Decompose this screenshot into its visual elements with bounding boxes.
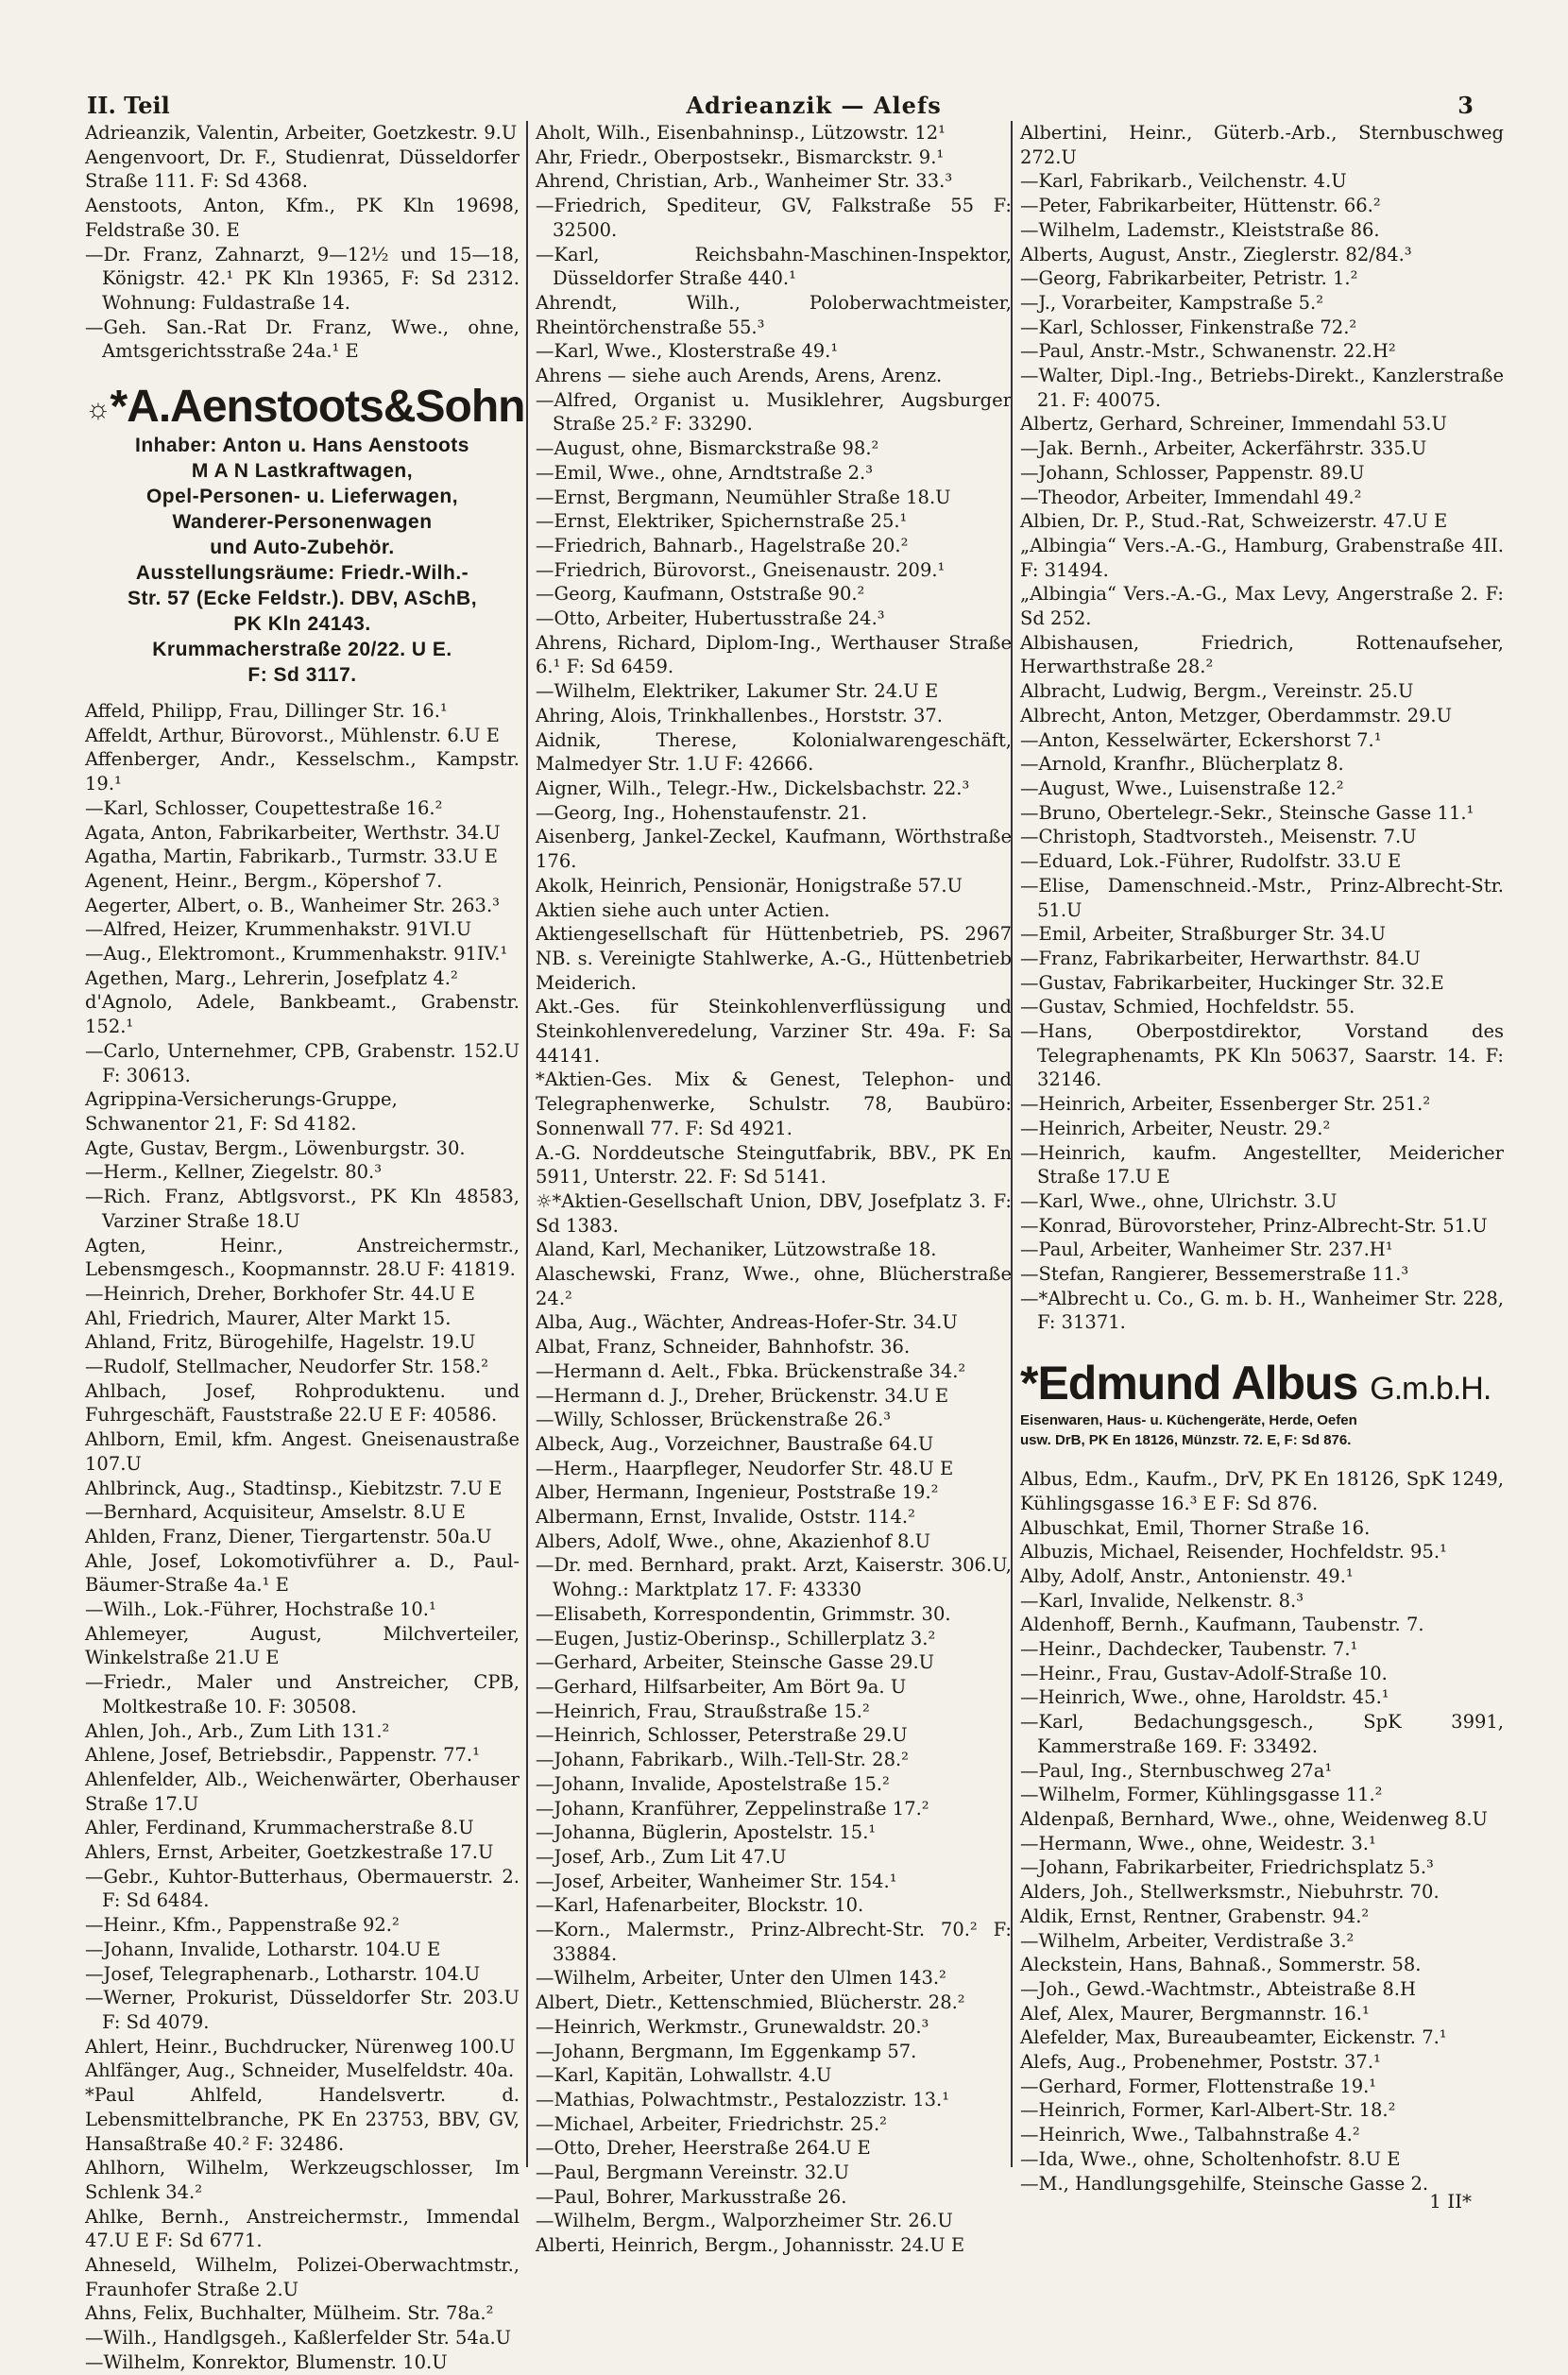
- directory-entry: Ahland, Fritz, Bürogehilfe, Hagelstr. 19.U: [85, 1331, 476, 1354]
- directory-entry: Albus, Edm., Kaufm., DrV, PK En 18126, SpK 1249, Kühlingsgasse 16.³ E F: Sd 876.: [1020, 1468, 1504, 1514]
- directory-entry: Agethen, Marg., Lehrerin, Josefplatz 4.²: [85, 966, 458, 989]
- advert-line: Inhaber: Anton u. Hans Aenstoots: [135, 435, 469, 457]
- directory-entry: —Elisabeth, Korrespondentin, Grimmstr. 30.: [536, 1602, 951, 1625]
- page-number: 3: [1457, 91, 1474, 119]
- aenstoots-advert: [85, 381, 525, 688]
- directory-entry: „Albingia“ Vers.-A.-G., Max Levy, Angerstraße 2. F: Sd 252.: [1020, 583, 1504, 630]
- directory-entry: —Heinrich, Former, Karl-Albert-Str. 18.²: [1020, 2099, 1396, 2122]
- directory-entry: Aisenberg, Jankel-Zeckel, Kaufmann, Wörthstraße 176.: [536, 826, 1012, 873]
- directory-entry: Alber, Hermann, Ingenieur, Poststraße 19.²: [536, 1481, 939, 1504]
- directory-entry: —Johann, Invalide, Apostelstraße 15.²: [536, 1772, 890, 1795]
- directory-entry: Alberts, August, Anstr., Zieglerstr. 82/84.³: [1020, 243, 1412, 265]
- directory-entry: Albertini, Heinr., Güterb.-Arb., Sternbuschweg 272.U: [1020, 122, 1504, 168]
- directory-entry: Ahlert, Heinr., Buchdrucker, Nürenweg 100.U: [85, 2035, 516, 2058]
- directory-entry: —Alfred, Heizer, Krummenhakstr. 91VI.U: [85, 918, 472, 941]
- directory-entry: —Gustav, Fabrikarbeiter, Huckinger Str. 32.E: [1020, 971, 1444, 994]
- directory-entry: Albertz, Gerhard, Schreiner, Immendahl 53.U: [1020, 413, 1447, 436]
- page-header: [87, 89, 1474, 121]
- directory-entry: —Eduard, Lok.-Führer, Rudolfstr. 33.U E: [1020, 850, 1402, 873]
- directory-entry: —Paul, Ing., Sternbuschweg 27a¹: [1020, 1759, 1333, 1782]
- directory-entry: —Rudolf, Stellmacher, Neudorfer Str. 158.²: [85, 1356, 489, 1378]
- directory-entry: —Walter, Dipl.-Ing., Betriebs-Direkt., Kanzlerstraße 21. F: 40075.: [1020, 365, 1504, 411]
- directory-entry: Albert, Dietr., Kettenschmied, Blücherstr. 28.²: [536, 1991, 965, 2014]
- directory-entry: —Johann, Fabrikarb., Wilh.-Tell-Str. 28.²: [536, 1749, 909, 1771]
- directory-entry: —Johann, Kranführer, Zeppelinstraße 17.²: [536, 1797, 929, 1820]
- directory-entry: —Geh. San.-Rat Dr. Franz, Wwe., ohne, Amtsgerichtsstraße 24a.¹ E: [85, 316, 520, 363]
- directory-entry: —Mathias, Polwachtmstr., Pestalozzistr. 13.¹: [536, 2088, 950, 2110]
- running-head: Adrieanzik — Alefs: [686, 91, 942, 119]
- directory-entry: —Carlo, Unternehmer, CPB, Grabenstr. 152.U F: 30613.: [85, 1039, 520, 1086]
- directory-entry: —M., Handlungsgehilfe, Steinsche Gasse 2.: [1020, 2172, 1429, 2195]
- directory-entry: Ahlene, Josef, Betriebsdir., Pappenstr. 77.¹: [85, 1744, 480, 1767]
- directory-entry: —Elise, Damenschneid.-Mstr., Prinz-Albrecht-Str. 51.U: [1020, 874, 1504, 921]
- directory-entry: —Anton, Kesselwärter, Eckershorst 7.¹: [1020, 728, 1382, 751]
- directory-entry: Agata, Anton, Fabrikarbeiter, Werthstr. 34.U: [85, 821, 501, 844]
- directory-entry: —Wilhelm, Konrektor, Blumenstr. 10.U: [85, 2350, 448, 2373]
- directory-entry: Ahring, Alois, Trinkhallenbes., Horststr. 37.: [536, 704, 943, 726]
- directory-entry: Agenent, Heinr., Bergm., Köpershof 7.: [85, 869, 443, 892]
- directory-entry: —Josef, Arb., Zum Lit 47.U: [536, 1845, 787, 1868]
- advert-line: PK Kln 24143.: [233, 613, 371, 636]
- directory-entry: Aholt, Wilh., Eisenbahninsp., Lützowstr. 12¹: [536, 122, 946, 144]
- directory-entry: —Aug., Elektromont., Krummenhakstr. 91IV.¹: [85, 943, 508, 965]
- advert-line: Opel-Personen- u. Lieferwagen,: [145, 486, 459, 508]
- directory-entry: Albers, Adolf, Wwe., ohne, Akazienhof 8.U: [536, 1529, 931, 1552]
- directory-entry: Ahlke, Bernh., Anstreichermstr., Immendal 47.U E F: Sd 6771.: [85, 2205, 520, 2252]
- directory-entry: Aland, Karl, Mechaniker, Lützowstraße 18.: [536, 1239, 937, 1261]
- directory-entry: —August, Wwe., Luisenstraße 12.²: [1020, 777, 1344, 799]
- entries-col3b: [1020, 1467, 1504, 2196]
- directory-entry: —Arnold, Kranfhr., Blücherplatz 8.: [1020, 753, 1344, 776]
- directory-entry: Ahlbrinck, Aug., Stadtinsp., Kiebitzstr. 7.U E: [85, 1477, 503, 1499]
- directory-entry: —Karl, Wwe., ohne, Ulrichstr. 3.U: [1020, 1189, 1338, 1212]
- directory-entry: —Ernst, Bergmann, Neumühler Straße 18.U: [536, 486, 951, 508]
- directory-entry: Affeld, Philipp, Frau, Dillinger Str. 16.¹: [85, 700, 448, 723]
- directory-entry: —Wilhelm, Elektriker, Lakumer Str. 24.U E: [536, 680, 939, 703]
- directory-entry: —Ernst, Elektriker, Spichernstraße 25.¹: [536, 510, 908, 533]
- directory-entry: Ahns, Felix, Buchhalter, Mülheim. Str. 78a.²: [85, 2302, 494, 2325]
- directory-entry: Ahlen, Joh., Arb., Zum Lith 131.²: [85, 1719, 390, 1742]
- albus-suffix: G.m.b.H.: [1370, 1371, 1491, 1408]
- directory-entry: —Stefan, Rangierer, Bessemerstraße 11.³: [1020, 1263, 1409, 1286]
- directory-entry: Ahrens, Richard, Diplom-Ing., Werthauser Straße 6.¹ F: Sd 6459.: [536, 631, 1012, 678]
- directory-entry: —Johann, Bergmann, Im Eggenkamp 57.: [536, 2040, 917, 2062]
- directory-entry: Adrieanzik, Valentin, Arbeiter, Goetzkestr. 9.U: [85, 122, 518, 144]
- directory-entry: —Wilhelm, Arbeiter, Unter den Ulmen 143.²: [536, 1967, 946, 1990]
- directory-entry: —Wilhelm, Bergm., Walporzheimer Str. 26.U: [536, 2210, 953, 2232]
- albus-advert: [1020, 1356, 1504, 1450]
- directory-entry: —Otto, Arbeiter, Hubertusstraße 24.³: [536, 607, 885, 630]
- advert-line: usw. DrB, PK En 18126, Münzstr. 72. E, F: Sd 876.: [1020, 1432, 1352, 1449]
- directory-entry: —Herm., Kellner, Ziegelstr. 80.³: [85, 1161, 383, 1184]
- directory-entry: —Paul, Bergmann Vereinstr. 32.U: [536, 2161, 850, 2184]
- directory-entry: —Rich. Franz, Abtlgsvorst., PK Kln 48583, Varziner Straße 18.U: [85, 1186, 520, 1232]
- directory-entry: Alders, Joh., Stellwerksmstr., Niebuhrstr. 70.: [1020, 1881, 1440, 1904]
- directory-entry: Ahlborn, Emil, kfm. Angest. Gneisenaustraße 107.U: [85, 1428, 520, 1475]
- directory-entry: —Hans, Oberpostdirektor, Vorstand des Telegraphenamts, PK Kln 50637, Saarstr. 14. F: 32146.: [1020, 1020, 1504, 1091]
- aenstoots-brand-text: *A.Aenstoots&Sohn: [110, 382, 525, 433]
- advert-line: Wanderer-Personenwagen: [172, 511, 433, 534]
- directory-entry: Alba, Aug., Wächter, Andreas-Hofer-Str. 34.U: [536, 1311, 958, 1334]
- directory-entry: —Paul, Bohrer, Markusstraße 26.: [536, 2185, 847, 2208]
- directory-entry: —Emil, Wwe., ohne, Arndtstraße 2.³: [536, 461, 874, 484]
- directory-entry: —Karl, Wwe., Klosterstraße 49.¹: [536, 340, 839, 363]
- directory-entry: Aenstoots, Anton, Kfm., PK Kln 19698, Feldstraße 30. E: [85, 195, 520, 241]
- aenstoots-brand: [85, 381, 525, 433]
- directory-entry: Aktien siehe auch unter Actien.: [536, 898, 830, 921]
- directory-entry: —Heinrich, Dreher, Borkhofer Str. 44.U E: [85, 1282, 475, 1305]
- directory-entry: —Johann, Schlosser, Pappenstr. 89.U: [1020, 461, 1365, 484]
- directory-entry: Albracht, Ludwig, Bergm., Vereinstr. 25.U: [1020, 680, 1414, 703]
- directory-entry: Akt.-Ges. für Steinkohlenverflüssigung und Steinkohlenveredelung, Varziner Str. 49a. F: Sa 44141.: [536, 996, 1012, 1067]
- advert-line: Ausstellungsräume: Friedr.-Wilh.-: [135, 562, 469, 585]
- directory-entry: —Heinr., Kfm., Pappenstraße 92.²: [85, 1914, 400, 1937]
- directory-entry: Alberti, Heinrich, Bergm., Johannisstr. 24.U E: [536, 2234, 965, 2257]
- aenstoots-lines: [85, 433, 520, 688]
- directory-entry: —Wilh., Lok.-Führer, Hochstraße 10.¹: [85, 1598, 436, 1621]
- directory-entry: —Werner, Prokurist, Düsseldorfer Str. 203.U F: Sd 4079.: [85, 1987, 520, 2033]
- directory-entry: —Heinr., Frau, Gustav-Adolf-Straße 10.: [1020, 1662, 1388, 1684]
- directory-entry: —Karl, Schlosser, Coupettestraße 16.²: [85, 796, 443, 819]
- directory-entry: A.-G. Norddeutsche Steingutfabrik, BBV., PK En 5911, Unterstr. 22. F: Sd 5141.: [536, 1141, 1012, 1188]
- directory-entry: —Georg, Kaufmann, Oststraße 90.²: [536, 583, 865, 606]
- entries-col1a: [85, 121, 520, 364]
- directory-entry: Albermann, Ernst, Invalide, Oststr. 114.²: [536, 1506, 915, 1529]
- directory-entry: Ahl, Friedrich, Maurer, Alter Markt 15.: [85, 1307, 452, 1329]
- directory-entry: Ahneseld, Wilhelm, Polizei-Oberwachtmstr., Fraunhofer Straße 2.U: [85, 2254, 520, 2300]
- directory-entry: Albuzis, Michael, Reisender, Hochfeldstr. 95.¹: [1020, 1541, 1447, 1563]
- directory-entry: —Wilhelm, Lademstr., Kleiststraße 86.: [1020, 218, 1380, 241]
- directory-entry: Albeck, Aug., Vorzeichner, Baustraße 64.U: [536, 1432, 934, 1455]
- directory-entry: Alefelder, Max, Bureaubeamter, Eickenstr. 7.¹: [1020, 2026, 1447, 2049]
- directory-entry: Akolk, Heinrich, Pensionär, Honigstraße 57.U: [536, 874, 963, 897]
- directory-entry: —Friedrich, Bürovorst., Gneisenaustr. 209.¹: [536, 558, 946, 581]
- directory-entry: —Gerhard, Hilfsarbeiter, Am Bört 9a. U: [536, 1676, 907, 1698]
- directory-entry: —Wilhelm, Former, Kühlingsgasse 11.²: [1020, 1784, 1383, 1806]
- emblem-icon: ☼: [85, 393, 111, 425]
- directory-entry: —Joh., Gewd.-Wachtmstr., Abteistraße 8.H: [1020, 1977, 1416, 2000]
- directory-entry: —Gerhard, Arbeiter, Steinsche Gasse 29.U: [536, 1651, 935, 1674]
- column-2: [526, 121, 1012, 2257]
- directory-entry: —Friedrich, Bahnarb., Hagelstraße 20.²: [536, 534, 909, 556]
- directory-entry: —Friedrich, Spediteur, GV, Falkstraße 55 F: 32500.: [536, 195, 1012, 241]
- directory-entry: —Herm., Haarpfleger, Neudorfer Str. 48.U E: [536, 1457, 954, 1479]
- directory-entry: Ahlenfelder, Alb., Weichenwärter, Oberhauser Straße 17.U: [85, 1768, 520, 1815]
- directory-entry: —Michael, Arbeiter, Friedrichstr. 25.²: [536, 2112, 887, 2135]
- directory-entry: Ahrend, Christian, Arb., Wanheimer Str. 33.³: [536, 170, 953, 193]
- directory-entry: —Josef, Telegraphenarb., Lotharstr. 104.U: [85, 1962, 481, 1985]
- directory-entry: —Hermann, Wwe., ohne, Weidestr. 3.¹: [1020, 1832, 1376, 1854]
- directory-entry: *Paul Ahlfeld, Handelsvertr. d. Lebensmittelbranche, PK En 23753, BBV, GV, Hansaßtraße 40.² F: 32486.: [85, 2084, 520, 2155]
- directory-entry: —J., Vorarbeiter, Kampstraße 5.²: [1020, 291, 1324, 314]
- directory-entry: —Wilhelm, Arbeiter, Verdistraße 3.²: [1020, 1929, 1355, 1952]
- directory-entry: „Albingia“ Vers.-A.-G., Hamburg, Grabenstraße 4II. F: 31494.: [1020, 534, 1504, 581]
- directory-entry: —Heinr., Dachdecker, Taubenstr. 7.¹: [1020, 1638, 1358, 1661]
- directory-entry: —Johann, Fabrikarbeiter, Friedrichsplatz 5.³: [1020, 1856, 1434, 1879]
- directory-entry: —Josef, Arbeiter, Wanheimer Str. 154.¹: [536, 1870, 897, 1892]
- directory-entry: —Gustav, Schmied, Hochfeldstr. 55.: [1020, 996, 1355, 1018]
- directory-entry: Albuschkat, Emil, Thorner Straße 16.: [1020, 1516, 1371, 1539]
- directory-entry: —Georg, Fabrikarbeiter, Petristr. 1.²: [1020, 267, 1358, 290]
- directory-entry: —Karl, Hafenarbeiter, Blockstr. 10.: [536, 1894, 864, 1917]
- albus-brand-text: *Edmund Albus: [1020, 1357, 1358, 1410]
- directory-entry: Albishausen, Friedrich, Rottenaufseher, Herwarthstraße 28.²: [1020, 631, 1504, 678]
- directory-entry: —Friedr., Maler und Anstreicher, CPB, Moltkestraße 10. F: 30508.: [85, 1671, 520, 1717]
- advert-line: Str. 57 (Ecke Feldstr.). DBV, ASchB,: [127, 588, 478, 610]
- directory-entry: —Peter, Fabrikarbeiter, Hüttenstr. 66.²: [1020, 195, 1381, 217]
- directory-entry: —Karl, Schlosser, Finkenstraße 72.²: [1020, 316, 1357, 338]
- directory-entry: —Konrad, Bürovorsteher, Prinz-Albrecht-Str. 51.U: [1020, 1214, 1488, 1237]
- directory-entry: —Paul, Arbeiter, Wanheimer Str. 237.H¹: [1020, 1239, 1393, 1261]
- directory-entry: —Heinrich, Wwe., ohne, Haroldstr. 45.¹: [1020, 1686, 1389, 1709]
- directory-entry: Aldenhoff, Bernh., Kaufmann, Taubenstr. 7.: [1020, 1614, 1424, 1636]
- directory-entry: Aleckstein, Hans, Bahnaß., Sommerstr. 58.: [1020, 1954, 1422, 1976]
- directory-entry: —Dr. Franz, Zahnarzt, 9—12½ und 15—18, Königstr. 42.¹ PK Kln 19365, F: Sd 2312. Wohnung: Fuldastraße 14.: [85, 243, 520, 314]
- directory-entry: Ahlden, Franz, Diener, Tiergartenstr. 50a.U: [85, 1525, 492, 1547]
- signature-mark: 1 II*: [1429, 2190, 1472, 2213]
- column-1: [85, 121, 525, 2373]
- directory-entry: —Emil, Arbeiter, Straßburger Str. 34.U: [1020, 923, 1387, 946]
- column-3: [1011, 121, 1504, 2195]
- directory-entry: —Hermann d. Aelt., Fbka. Brückenstraße 34.²: [536, 1359, 966, 1382]
- directory-entry: —Franz, Fabrikarbeiter, Herwarthstr. 84.U: [1020, 947, 1421, 969]
- directory-entry: —Gebr., Kuhtor-Butterhaus, Obermauerstr. 2. F: Sd 6484.: [85, 1865, 520, 1912]
- directory-entry: —Christoph, Stadtvorsteh., Meisenstr. 7.U: [1020, 826, 1417, 848]
- directory-entry: Ahlhorn, Wilhelm, Werkzeugschlosser, Im Schlenk 34.²: [85, 2157, 520, 2203]
- directory-entry: —August, ohne, Bismarckstraße 98.²: [536, 437, 879, 460]
- directory-entry: —Karl, Bedachungsgesch., SpK 3991, Kammerstraße 169. F: 33492.: [1020, 1711, 1504, 1757]
- advert-line: F: Sd 3117.: [247, 664, 357, 687]
- directory-entry: Agatha, Martin, Fabrikarb., Turmstr. 33.U E: [85, 846, 498, 868]
- directory-entry: —Gerhard, Former, Flottenstraße 19.¹: [1020, 2075, 1377, 2097]
- directory-entry: —Karl, Fabrikarb., Veilchenstr. 4.U: [1020, 170, 1347, 193]
- directory-entry: Aktiengesellschaft für Hüttenbetrieb, PS. 2967 NB. s. Vereinigte Stahlwerke, A.-G., Hüttenbetrieb Meiderich.: [536, 923, 1012, 994]
- advert-line: Eisenwaren, Haus- u. Küchengeräte, Herde, Oefen: [1020, 1412, 1357, 1429]
- directory-entry: —Georg, Ing., Hohenstaufenstr. 21.: [536, 801, 868, 824]
- directory-entry: —Johanna, Büglerin, Apostelstr. 15.¹: [536, 1821, 877, 1844]
- directory-entry: Ahrendt, Wilh., Poloberwachtmeister, Rheintörchenstraße 55.³: [536, 291, 1012, 338]
- directory-entry: Affenberger, Andr., Kesselschm., Kampstr. 19.¹: [85, 748, 520, 795]
- directory-entry: —Korn., Malermstr., Prinz-Albrecht-Str. 70.² F: 33884.: [536, 1919, 1012, 1965]
- directory-entry: Ahlbach, Josef, Rohproduktenu. und Fuhrgeschäft, Fauststraße 22.U E F: 40586.: [85, 1379, 520, 1427]
- directory-entry: Albat, Franz, Schneider, Bahnhofstr. 36.: [536, 1336, 911, 1358]
- directory-entry: —Heinrich, Wwe., Talbahnstraße 4.²: [1020, 2124, 1360, 2146]
- entries-col1b: [85, 699, 520, 2375]
- directory-entry: Ahr, Friedr., Oberpostsekr., Bismarckstr. 9.¹: [536, 145, 945, 168]
- advert-line: Krummacherstraße 20/22. U E.: [152, 639, 452, 661]
- directory-entry: —Theodor, Arbeiter, Immendahl 49.²: [1020, 486, 1362, 508]
- directory-entry: —Heinrich, Arbeiter, Neustr. 29.²: [1020, 1117, 1331, 1139]
- directory-entry: —Dr. med. Bernhard, prakt. Arzt, Kaiserstr. 306.U, Wohng.: Marktplatz 17. F: 43330: [536, 1554, 1012, 1601]
- directory-entry: Alef, Alex, Maurer, Bergmannstr. 16.¹: [1020, 2002, 1370, 2025]
- directory-entry: Ahlemeyer, August, Milchverteiler, Winkelstraße 21.U E: [85, 1622, 520, 1669]
- directory-entry: —Bruno, Obertelegr.-Sekr., Steinsche Gasse 11.¹: [1020, 801, 1474, 824]
- directory-entry: d'Agnolo, Adele, Bankbeamt., Grabenstr. 152.¹: [85, 991, 520, 1038]
- directory-entry: Ahler, Ferdinand, Krummacherstraße 8.U: [85, 1817, 474, 1839]
- directory-entry: Ahlers, Ernst, Arbeiter, Goetzkestraße 17.U: [85, 1841, 494, 1864]
- directory-entry: Ahle, Josef, Lokomotivführer a. D., Paul-Bäumer-Straße 4a.¹ E: [85, 1549, 520, 1597]
- directory-entry: —Heinrich, Frau, Straußstraße 15.²: [536, 1700, 870, 1722]
- directory-entry: —Karl, Kapitän, Lohwallstr. 4.U: [536, 2064, 832, 2087]
- directory-entry: —Jak. Bernh., Arbeiter, Ackerfährstr. 335.U: [1020, 437, 1427, 460]
- directory-entry: —Karl, Invalide, Nelkenstr. 8.³: [1020, 1589, 1304, 1612]
- directory-entry: Aigner, Wilh., Telegr.-Hw., Dickelsbachstr. 22.³: [536, 777, 970, 799]
- directory-entry: —Heinrich, Arbeiter, Essenberger Str. 251.²: [1020, 1093, 1431, 1116]
- directory-entry: Albien, Dr. P., Stud.-Rat, Schweizerstr. 47.U E: [1020, 510, 1448, 533]
- entries-col2: [536, 121, 1012, 2258]
- directory-entry: —Ida, Wwe., ohne, Scholtenhofstr. 8.U E: [1020, 2147, 1401, 2170]
- directory-entry: —Heinrich, Schlosser, Peterstraße 29.U: [536, 1724, 908, 1747]
- directory-entry: Aegerter, Albert, o. B., Wanheimer Str. 263.³: [85, 894, 500, 916]
- directory-entry: Alby, Adolf, Anstr., Antonienstr. 49.¹: [1020, 1564, 1354, 1587]
- directory-entry: —Willy, Schlosser, Brückenstraße 26.³: [536, 1409, 892, 1431]
- directory-entry: —Heinrich, kaufm. Angestellter, Meidericher Straße 17.U E: [1020, 1141, 1504, 1188]
- advert-line: und Auto-Zubehör.: [210, 537, 395, 559]
- directory-entry: —Otto, Dreher, Heerstraße 264.U E: [536, 2137, 871, 2160]
- directory-entry: —Bernhard, Acquisiteur, Amselstr. 8.U E: [85, 1501, 466, 1524]
- directory-entry: ☼*Aktien-Gesellschaft Union, DBV, Josefplatz 3. F: Sd 1383.: [536, 1189, 1012, 1237]
- directory-entry: Albrecht, Anton, Metzger, Oberdammstr. 29.U: [1020, 704, 1453, 726]
- directory-entry: Alaschewski, Franz, Wwe., ohne, Blücherstraße 24.²: [536, 1263, 1012, 1309]
- directory-entry: Agrippina-Versicherungs-Gruppe, Schwanentor 21, F: Sd 4182.: [85, 1088, 398, 1135]
- advert-line: M A N Lastkraftwagen,: [191, 460, 414, 483]
- albus-brand: [1020, 1356, 1504, 1410]
- directory-entry: Aldenpaß, Bernhard, Wwe., ohne, Weidenweg 8.U: [1020, 1808, 1488, 1830]
- directory-entry: Alefs, Aug., Probenehmer, Poststr. 37.¹: [1020, 2051, 1381, 2074]
- part-label: II. Teil: [87, 91, 170, 119]
- directory-entry: —*Albrecht u. Co., G. m. b. H., Wanheimer Str. 228, F: 31371.: [1020, 1287, 1504, 1334]
- directory-entry: —Hermann d. J., Dreher, Brückenstr. 34.U E: [536, 1384, 949, 1407]
- directory-entry: Ahrens — siehe auch Arends, Arens, Arenz.: [536, 365, 943, 387]
- directory-entry: —Johann, Invalide, Lotharstr. 104.U E: [85, 1938, 441, 1960]
- directory-entry: —Alfred, Organist u. Musiklehrer, Augsburger Straße 25.² F: 33290.: [536, 388, 1012, 436]
- directory-entry: Aldik, Ernst, Rentner, Grabenstr. 94.²: [1020, 1905, 1370, 1927]
- directory-entry: —Paul, Anstr.-Mstr., Schwanenstr. 22.H²: [1020, 340, 1396, 363]
- albus-lines: [1020, 1410, 1504, 1450]
- directory-entry: Ahlfänger, Aug., Schneider, Muselfeldstr. 40a.: [85, 2059, 515, 2082]
- directory-entry: —Karl, Reichsbahn-Maschinen-Inspektor, Düsseldorfer Straße 440.¹: [536, 243, 1012, 290]
- directory-entry: Aidnik, Therese, Kolonialwarengeschäft, Malmedyer Str. 1.U F: 42666.: [536, 728, 1012, 776]
- directory-entry: Agte, Gustav, Bergm., Löwenburgstr. 30.: [85, 1136, 466, 1159]
- directory-entry: —Wilh., Handlgsgeh., Kaßlerfelder Str. 54a.U: [85, 2327, 512, 2349]
- directory-entry: Aengenvoort, Dr. F., Studienrat, Düsseldorfer Straße 111. F: Sd 4368.: [85, 145, 520, 193]
- directory-entry: —Eugen, Justiz-Oberinsp., Schillerplatz 3.²: [536, 1627, 936, 1649]
- entries-col3a: [1020, 121, 1504, 1335]
- directory-entry: Affeldt, Arthur, Bürovorst., Mühlenstr. 6.U E: [85, 724, 500, 746]
- directory-entry: Agten, Heinr., Anstreichermstr., Lebensmgesch., Koopmannstr. 28.U F: 41819.: [85, 1234, 520, 1281]
- directory-entry: —Heinrich, Werkmstr., Grunewaldstr. 20.³: [536, 2015, 929, 2038]
- directory-entry: *Aktien-Ges. Mix & Genest, Telephon- und Telegraphenwerke, Schulstr. 78, Baubüro: Sonnenwall 77. F: Sd 4921.: [536, 1068, 1012, 1139]
